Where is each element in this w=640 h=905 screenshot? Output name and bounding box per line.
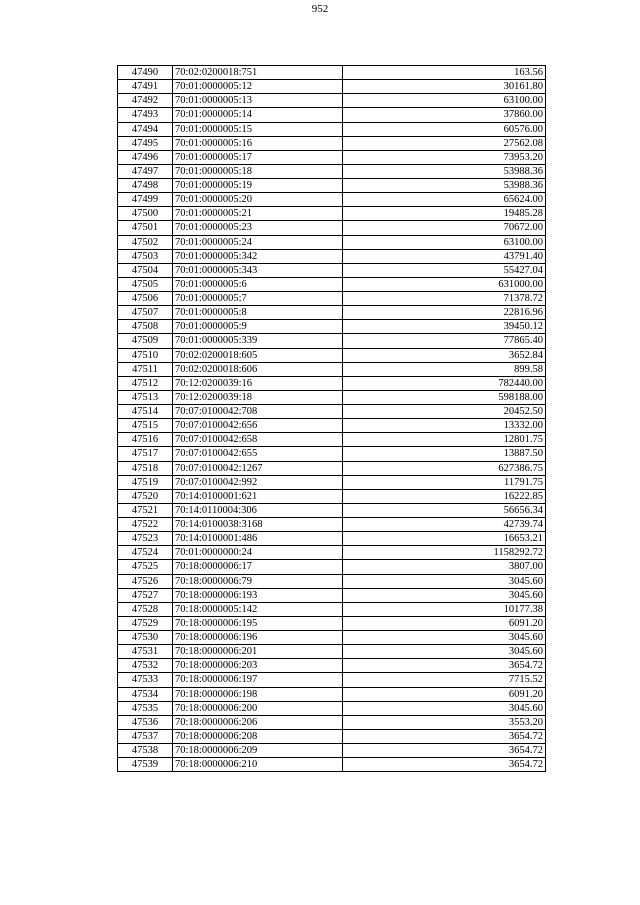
table-row (118, 758, 546, 772)
cadastral-number-cell: 70:01:0000005:342 (173, 249, 343, 263)
cadastral-number-cell: 70:18:0000006:17 (173, 560, 343, 574)
cadastral-number-cell: 70:18:0000006:203 (173, 659, 343, 673)
record-number-cell: 47496 (118, 150, 173, 164)
record-number-cell: 47521 (118, 503, 173, 517)
value-cell: 3654.72 (343, 729, 546, 743)
cadastral-number-cell: 70:18:0000006:209 (173, 744, 343, 758)
value-cell: 3045.60 (343, 645, 546, 659)
value-cell: 3654.72 (343, 758, 546, 772)
value-cell: 3652.84 (343, 348, 546, 362)
table-row (118, 376, 546, 390)
record-number-cell: 47495 (118, 136, 173, 150)
table-row (118, 405, 546, 419)
record-number-cell: 47506 (118, 292, 173, 306)
table-row (118, 320, 546, 334)
table-row (118, 546, 546, 560)
cadastral-number-cell: 70:18:0000006:210 (173, 758, 343, 772)
table-row (118, 489, 546, 503)
table-row (118, 66, 546, 80)
registry-table (117, 65, 546, 772)
value-cell: 627386.75 (343, 461, 546, 475)
cadastral-number-cell: 70:02:0200018:605 (173, 348, 343, 362)
value-cell: 22816.96 (343, 306, 546, 320)
value-cell: 73953.20 (343, 150, 546, 164)
cadastral-number-cell: 70:01:0000005:8 (173, 306, 343, 320)
value-cell: 39450.12 (343, 320, 546, 334)
value-cell: 631000.00 (343, 277, 546, 291)
value-cell: 13887.50 (343, 447, 546, 461)
table-row (118, 659, 546, 673)
record-number-cell: 47517 (118, 447, 173, 461)
value-cell: 77865.40 (343, 334, 546, 348)
table-row (118, 122, 546, 136)
value-cell: 42739.74 (343, 518, 546, 532)
value-cell: 56656.34 (343, 503, 546, 517)
table-row (118, 616, 546, 630)
cadastral-number-cell: 70:01:0000005:24 (173, 235, 343, 249)
value-cell: 598188.00 (343, 390, 546, 404)
value-cell: 60576.00 (343, 122, 546, 136)
cadastral-number-cell: 70:07:0100042:656 (173, 419, 343, 433)
table-row (118, 277, 546, 291)
value-cell: 16653.21 (343, 532, 546, 546)
record-number-cell: 47513 (118, 390, 173, 404)
registry-table-body (118, 66, 546, 772)
cadastral-number-cell: 70:18:0000005:142 (173, 602, 343, 616)
value-cell: 65624.00 (343, 193, 546, 207)
value-cell: 7715.52 (343, 673, 546, 687)
record-number-cell: 47493 (118, 108, 173, 122)
table-row (118, 729, 546, 743)
cadastral-number-cell: 70:14:0100001:621 (173, 489, 343, 503)
record-number-cell: 47512 (118, 376, 173, 390)
table-row (118, 94, 546, 108)
table-row (118, 532, 546, 546)
value-cell: 1158292.72 (343, 546, 546, 560)
value-cell: 163.56 (343, 66, 546, 80)
cadastral-number-cell: 70:01:0000005:21 (173, 207, 343, 221)
table-row (118, 744, 546, 758)
cadastral-number-cell: 70:18:0000006:193 (173, 588, 343, 602)
table-row (118, 447, 546, 461)
cadastral-number-cell: 70:01:0000005:13 (173, 94, 343, 108)
table-row (118, 475, 546, 489)
cadastral-number-cell: 70:02:0200018:751 (173, 66, 343, 80)
table-row (118, 588, 546, 602)
value-cell: 13332.00 (343, 419, 546, 433)
table-row (118, 150, 546, 164)
value-cell: 63100.00 (343, 94, 546, 108)
cadastral-number-cell: 70:14:0110004:306 (173, 503, 343, 517)
cadastral-number-cell: 70:18:0000006:200 (173, 701, 343, 715)
cadastral-number-cell: 70:07:0100042:658 (173, 433, 343, 447)
record-number-cell: 47500 (118, 207, 173, 221)
cadastral-number-cell: 70:18:0000006:195 (173, 616, 343, 630)
record-number-cell: 47519 (118, 475, 173, 489)
table-row (118, 362, 546, 376)
cadastral-number-cell: 70:12:0200039:16 (173, 376, 343, 390)
record-number-cell: 47523 (118, 532, 173, 546)
record-number-cell: 47535 (118, 701, 173, 715)
value-cell: 20452.50 (343, 405, 546, 419)
record-number-cell: 47497 (118, 164, 173, 178)
value-cell: 71378.72 (343, 292, 546, 306)
cadastral-number-cell: 70:01:0000005:7 (173, 292, 343, 306)
record-number-cell: 47508 (118, 320, 173, 334)
record-number-cell: 47533 (118, 673, 173, 687)
table-row (118, 207, 546, 221)
record-number-cell: 47503 (118, 249, 173, 263)
record-number-cell: 47532 (118, 659, 173, 673)
table-row (118, 193, 546, 207)
table-row (118, 560, 546, 574)
table-row (118, 602, 546, 616)
value-cell: 3045.60 (343, 631, 546, 645)
value-cell: 12801.75 (343, 433, 546, 447)
record-number-cell: 47514 (118, 405, 173, 419)
value-cell: 63100.00 (343, 235, 546, 249)
value-cell: 37860.00 (343, 108, 546, 122)
table-row (118, 503, 546, 517)
cadastral-number-cell: 70:02:0200018:606 (173, 362, 343, 376)
cadastral-number-cell: 70:07:0100042:655 (173, 447, 343, 461)
table-row (118, 263, 546, 277)
cadastral-number-cell: 70:01:0000005:17 (173, 150, 343, 164)
record-number-cell: 47520 (118, 489, 173, 503)
table-row (118, 136, 546, 150)
record-number-cell: 47536 (118, 715, 173, 729)
table-row (118, 433, 546, 447)
value-cell: 11791.75 (343, 475, 546, 489)
value-cell: 6091.20 (343, 687, 546, 701)
record-number-cell: 47492 (118, 94, 173, 108)
cadastral-number-cell: 70:07:0100042:1267 (173, 461, 343, 475)
value-cell: 3045.60 (343, 701, 546, 715)
record-number-cell: 47525 (118, 560, 173, 574)
cadastral-number-cell: 70:14:0100001:486 (173, 532, 343, 546)
record-number-cell: 47507 (118, 306, 173, 320)
cadastral-number-cell: 70:01:0000005:14 (173, 108, 343, 122)
table-row (118, 673, 546, 687)
cadastral-number-cell: 70:01:0000005:19 (173, 179, 343, 193)
value-cell: 19485.28 (343, 207, 546, 221)
value-cell: 6091.20 (343, 616, 546, 630)
record-number-cell: 47504 (118, 263, 173, 277)
table-row (118, 108, 546, 122)
table-row (118, 631, 546, 645)
table-row (118, 390, 546, 404)
record-number-cell: 47530 (118, 631, 173, 645)
value-cell: 3045.60 (343, 574, 546, 588)
record-number-cell: 47501 (118, 221, 173, 235)
cadastral-number-cell: 70:18:0000006:201 (173, 645, 343, 659)
table-row (118, 687, 546, 701)
cadastral-number-cell: 70:18:0000006:197 (173, 673, 343, 687)
record-number-cell: 47539 (118, 758, 173, 772)
cadastral-number-cell: 70:01:0000005:23 (173, 221, 343, 235)
table-row (118, 306, 546, 320)
value-cell: 55427.04 (343, 263, 546, 277)
record-number-cell: 47524 (118, 546, 173, 560)
value-cell: 782440.00 (343, 376, 546, 390)
cadastral-number-cell: 70:01:0000005:18 (173, 164, 343, 178)
table-row (118, 461, 546, 475)
record-number-cell: 47518 (118, 461, 173, 475)
record-number-cell: 47522 (118, 518, 173, 532)
record-number-cell: 47498 (118, 179, 173, 193)
cadastral-number-cell: 70:01:0000005:339 (173, 334, 343, 348)
table-row (118, 518, 546, 532)
table-row (118, 715, 546, 729)
cadastral-number-cell: 70:07:0100042:708 (173, 405, 343, 419)
table-row (118, 235, 546, 249)
cadastral-number-cell: 70:01:0000005:343 (173, 263, 343, 277)
cadastral-number-cell: 70:18:0000006:196 (173, 631, 343, 645)
record-number-cell: 47534 (118, 687, 173, 701)
record-number-cell: 47505 (118, 277, 173, 291)
value-cell: 70672.00 (343, 221, 546, 235)
cadastral-number-cell: 70:01:0000005:9 (173, 320, 343, 334)
value-cell: 53988.36 (343, 179, 546, 193)
table-row (118, 80, 546, 94)
cadastral-number-cell: 70:01:0000005:12 (173, 80, 343, 94)
record-number-cell: 47516 (118, 433, 173, 447)
record-number-cell: 47490 (118, 66, 173, 80)
record-number-cell: 47537 (118, 729, 173, 743)
value-cell: 3045.60 (343, 588, 546, 602)
cadastral-number-cell: 70:14:0100038:3168 (173, 518, 343, 532)
value-cell: 30161.80 (343, 80, 546, 94)
record-number-cell: 47538 (118, 744, 173, 758)
record-number-cell: 47515 (118, 419, 173, 433)
record-number-cell: 47494 (118, 122, 173, 136)
record-number-cell: 47528 (118, 602, 173, 616)
record-number-cell: 47510 (118, 348, 173, 362)
value-cell: 3553.20 (343, 715, 546, 729)
table-row (118, 701, 546, 715)
cadastral-number-cell: 70:01:0000005:15 (173, 122, 343, 136)
record-number-cell: 47531 (118, 645, 173, 659)
table-row (118, 221, 546, 235)
record-number-cell: 47529 (118, 616, 173, 630)
cadastral-number-cell: 70:01:0000005:6 (173, 277, 343, 291)
cadastral-number-cell: 70:18:0000006:198 (173, 687, 343, 701)
cadastral-number-cell: 70:01:0000005:20 (173, 193, 343, 207)
cadastral-number-cell: 70:18:0000006:208 (173, 729, 343, 743)
table-row (118, 249, 546, 263)
record-number-cell: 47502 (118, 235, 173, 249)
table-row (118, 164, 546, 178)
table-row (118, 179, 546, 193)
record-number-cell: 47509 (118, 334, 173, 348)
cadastral-number-cell: 70:18:0000006:79 (173, 574, 343, 588)
record-number-cell: 47499 (118, 193, 173, 207)
value-cell: 3807.00 (343, 560, 546, 574)
cadastral-number-cell: 70:18:0000006:206 (173, 715, 343, 729)
value-cell: 3654.72 (343, 659, 546, 673)
cadastral-number-cell: 70:07:0100042:992 (173, 475, 343, 489)
page-number: 952 (311, 3, 329, 15)
value-cell: 27562.08 (343, 136, 546, 150)
table-row (118, 419, 546, 433)
record-number-cell: 47527 (118, 588, 173, 602)
cadastral-number-cell: 70:12:0200039:18 (173, 390, 343, 404)
record-number-cell: 47491 (118, 80, 173, 94)
value-cell: 10177.38 (343, 602, 546, 616)
value-cell: 3654.72 (343, 744, 546, 758)
value-cell: 43791.40 (343, 249, 546, 263)
value-cell: 16222.85 (343, 489, 546, 503)
cadastral-number-cell: 70:01:0000000:24 (173, 546, 343, 560)
value-cell: 53988.36 (343, 164, 546, 178)
value-cell: 899.58 (343, 362, 546, 376)
table-row (118, 334, 546, 348)
table-row (118, 574, 546, 588)
table-row (118, 348, 546, 362)
cadastral-number-cell: 70:01:0000005:16 (173, 136, 343, 150)
record-number-cell: 47526 (118, 574, 173, 588)
table-row (118, 645, 546, 659)
record-number-cell: 47511 (118, 362, 173, 376)
table-row (118, 292, 546, 306)
